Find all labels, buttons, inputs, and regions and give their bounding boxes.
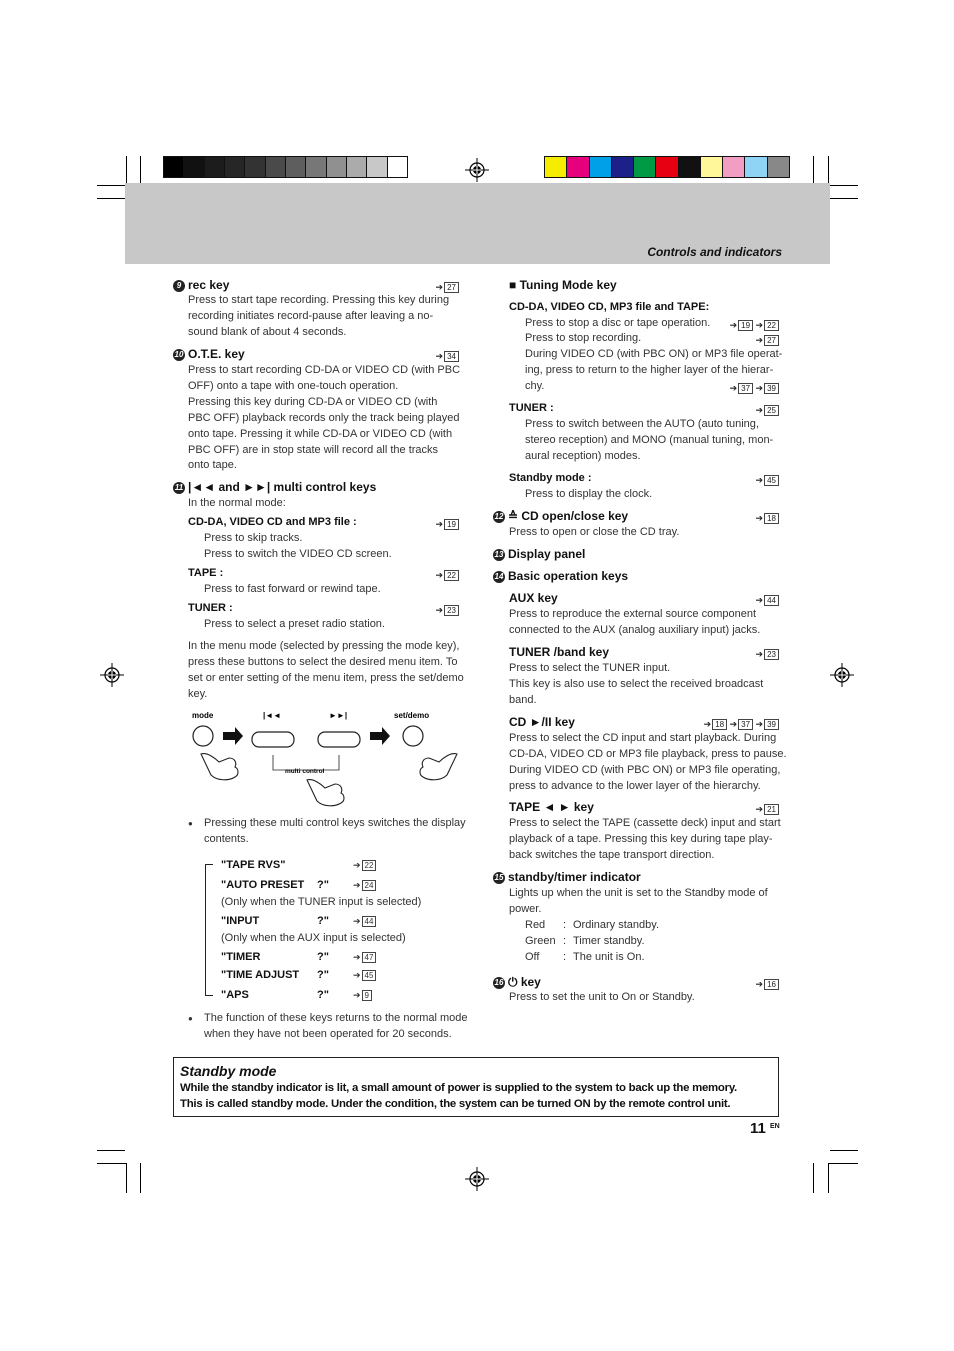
page-ref: ➔ 25 [756, 403, 779, 419]
standby-label: Standby mode : [509, 472, 592, 484]
diagram-prev-label: |◄◄ [263, 711, 282, 720]
item-basic-operation-title: 14 Basic operation keys [494, 569, 629, 583]
cd-play-key-title: CD ►/II key [509, 715, 575, 729]
page-ref: ➔ 44 [756, 593, 779, 609]
color-swatch [388, 157, 407, 177]
color-swatch [567, 157, 589, 177]
crop-mark [830, 1150, 858, 1151]
page-ref: ➔ 23 [436, 603, 459, 619]
diagram-multi-label: multi control [285, 768, 325, 775]
color-swatch [679, 157, 701, 177]
crop-mark [813, 1163, 814, 1193]
power-key-desc: Press to set the unit to On or Standby. [509, 991, 695, 1003]
page-number: 11 [750, 1120, 766, 1137]
menu-bracket [205, 995, 213, 996]
hand-icon [201, 754, 238, 780]
hierarchy-desc: During VIDEO CD (with PBC ON) or MP3 file operat- ing, press to return to the higher layer of the hierar- chy. [525, 348, 783, 392]
cd-label: CD-DA, VIDEO CD and MP3 file : [188, 516, 357, 528]
tape-key-desc: Press to select the TAPE (cassette deck) input and start playback of a tape. Pressing this key during tape play- back switches the tape transport direction. [509, 817, 781, 861]
aux-key-title: AUX key [509, 591, 558, 605]
tuner-band-key-title: TUNER /band key [509, 645, 610, 659]
color-swatch [590, 157, 612, 177]
standby-box-line2: This is called standby mode. Under the condition, the system can be turned ON by the remote control unit. [180, 1098, 731, 1110]
arrow-right-icon [370, 727, 390, 745]
diagram-setdemo-label: set/demo [394, 711, 430, 720]
cd-desc: Press to skip tracks. Press to switch the VIDEO CD screen. [204, 532, 392, 560]
tuner-label: TUNER : [509, 402, 554, 414]
item-standby-indicator-title: 15 standby/timer indicator [494, 870, 641, 884]
page-ref: ➔ 34 [436, 349, 459, 365]
tape-label: TAPE : [188, 567, 224, 579]
crop-mark [126, 156, 127, 186]
crop-mark [97, 185, 127, 186]
color-swatch [184, 157, 204, 177]
page-header [125, 183, 830, 264]
color-swatch [205, 157, 225, 177]
stop-desc: Press to stop a disc or tape operation. [525, 317, 711, 329]
setdemo-button-icon [403, 726, 423, 746]
color-swatch [347, 157, 367, 177]
cd-tape-label: CD-DA, VIDEO CD, MP3 file and TAPE: [509, 301, 710, 313]
item-multi-control-title: 11 |◄◄ and ►►| multi control keys [174, 480, 377, 494]
color-swatch [367, 157, 387, 177]
page-ref: ➔ 37 ➔ 39 [730, 381, 779, 397]
menu-item: "TAPE RVS" ➔ 22 [221, 858, 461, 874]
standby-mode-box [173, 1057, 779, 1117]
registration-mark-icon [465, 158, 489, 182]
crop-mark [126, 1163, 127, 1193]
item-ote-key-title: 10 O.T.E. key [174, 347, 245, 361]
color-swatch [286, 157, 306, 177]
color-swatch [245, 157, 265, 177]
rec-key-desc: Press to start tape recording. Pressing this key during recording initiates record-pause after leaving a no- sound blank of about 4 seconds. [188, 294, 450, 338]
tuner-desc: Press to select a preset radio station. [204, 618, 385, 630]
crop-mark [97, 1163, 127, 1164]
page-ref: ➔ 18 [756, 511, 779, 527]
tape-desc: Press to fast forward or rewind tape. [204, 583, 381, 595]
item-power-key-title: 16 ⏻ key [494, 975, 541, 989]
diagram-next-label: ►►| [329, 711, 348, 720]
crop-mark [97, 198, 125, 199]
tape-key-title: TAPE ◄ ► key [509, 800, 594, 814]
prev-button-icon [252, 732, 294, 747]
page-ref: ➔ 27 [756, 333, 779, 349]
section-title: Controls and indicators [647, 245, 782, 259]
color-swatch [306, 157, 326, 177]
grayscale-bar [163, 156, 408, 178]
registration-mark-icon [100, 663, 124, 687]
menu-item: "TIME ADJUST ?" ➔ 45 [221, 968, 461, 984]
color-swatch [327, 157, 347, 177]
item-display-panel-title: 13 Display panel [494, 547, 586, 561]
menu-item: "INPUT ?" ➔ 44 [221, 914, 461, 930]
color-swatch [225, 157, 245, 177]
hand-icon [420, 754, 457, 780]
indicator-state-row: Green : Timer standby. [525, 935, 645, 947]
color-swatch [545, 157, 567, 177]
color-bar [544, 156, 790, 178]
crop-mark [830, 198, 858, 199]
page-ref: ➔ 16 [756, 977, 779, 993]
color-swatch [723, 157, 745, 177]
crop-mark [828, 156, 829, 186]
arrow-right-icon [223, 727, 243, 745]
crop-mark [813, 156, 814, 186]
color-swatch [768, 157, 789, 177]
page-ref: ➔ 21 [756, 802, 779, 818]
standby-desc: Press to display the clock. [525, 488, 653, 500]
next-button-icon [318, 732, 360, 747]
cd-open-close-desc: Press to open or close the CD tray. [509, 526, 680, 538]
page-ref: ➔ 19 [436, 517, 459, 533]
menu-item-note: (Only when the TUNER input is selected) [221, 896, 422, 908]
stop-rec-desc: Press to stop recording. [525, 332, 642, 344]
color-swatch [612, 157, 634, 177]
bullet-note: ● Pressing these multi control keys switches the display contents. [188, 817, 466, 845]
page-lang: EN [770, 1123, 780, 1130]
menu-item-note: (Only when the AUX input is selected) [221, 932, 406, 944]
color-swatch [656, 157, 678, 177]
standby-indicator-desc: Lights up when the unit is set to the Standby mode of power. [509, 887, 768, 915]
tuner-band-key-desc: Press to select the TUNER input. This key is also use to select the received broadcast band. [509, 662, 764, 706]
indicator-state-row: Red : Ordinary standby. [525, 919, 660, 931]
page-ref: ➔ 23 [756, 647, 779, 663]
ote-key-desc: Press to start recording CD-DA or VIDEO CD (with PBC OFF) onto a tape with one-touch operation. Pressing this key during CD-DA or VIDEO CD (with PBC OFF) playback records only the track being played onto tape. Pressing it while CD-DA or VIDEO CD (with PBC OFF) are in stop state will record all the tracks onto tape. [188, 364, 461, 472]
menu-item: "APS ?" ➔ 9 [221, 988, 461, 1004]
page-ref: ➔ 22 [436, 568, 459, 584]
tuning-mode-title: ■ Tuning Mode key [509, 278, 617, 292]
crop-mark [828, 1163, 829, 1193]
diagram-mode-label: mode [192, 711, 214, 720]
color-swatch [745, 157, 767, 177]
cd-play-key-desc: Press to select the CD input and start playback. During CD-DA, VIDEO CD or MP3 file playback, press to pause. During VIDEO CD (with PBC ON) or MP3 file operating, press to advance to the lower layer of the hierarchy. [509, 732, 787, 792]
bullet-note: ● The function of these keys returns to the normal mode when they have not been operated for 20 seconds. [188, 1012, 468, 1040]
crop-mark [828, 1163, 858, 1164]
crop-mark [140, 1163, 141, 1193]
page-ref: ➔ 19 ➔ 22 [730, 318, 779, 334]
menu-item: "AUTO PRESET ?" ➔ 24 [221, 878, 461, 894]
registration-mark-icon [830, 663, 854, 687]
registration-mark-icon [465, 1167, 489, 1191]
menu-mode-desc: In the menu mode (selected by pressing the mode key), press these buttons to select the desired menu item. To set or enter setting of the menu item, press the set/demo key. [188, 640, 464, 700]
menu-item: "TIMER ?" ➔ 47 [221, 950, 461, 966]
crop-mark [97, 1150, 125, 1151]
color-swatch [164, 157, 184, 177]
color-swatch [266, 157, 286, 177]
hand-icon [307, 780, 344, 806]
page-ref: ➔ 18 ➔ 37 ➔ 39 [704, 717, 779, 733]
item-rec-key-title: 9 rec key [173, 278, 229, 294]
crop-mark [140, 156, 141, 186]
color-swatch [701, 157, 723, 177]
indicator-state-row: Off : The unit is On. [525, 951, 645, 963]
crop-mark [828, 185, 858, 186]
normal-mode-intro: In the normal mode: [188, 497, 286, 509]
tuner-desc: Press to switch between the AUTO (auto tuning, stereo reception) and MONO (manual tuning, mon- aural reception) modes. [525, 418, 774, 462]
page-ref: ➔ 45 [756, 473, 779, 489]
aux-key-desc: Press to reproduce the external source component connected to the AUX (analog auxiliary input) jacks. [509, 608, 761, 636]
standby-box-line1: While the standby indicator is lit, a small amount of power is supplied to the system to back up the memory. [180, 1082, 737, 1094]
color-swatch [634, 157, 656, 177]
standby-box-title: Standby mode [180, 1063, 277, 1079]
page-ref: ➔ 27 [436, 280, 459, 296]
tuner-label: TUNER : [188, 602, 233, 614]
menu-bracket [205, 864, 206, 996]
mode-button-icon [193, 726, 213, 746]
item-cd-open-close-title: 12 ≙ CD open/close key [494, 509, 629, 523]
menu-bracket [205, 864, 213, 865]
multi-control-diagram [185, 708, 465, 813]
